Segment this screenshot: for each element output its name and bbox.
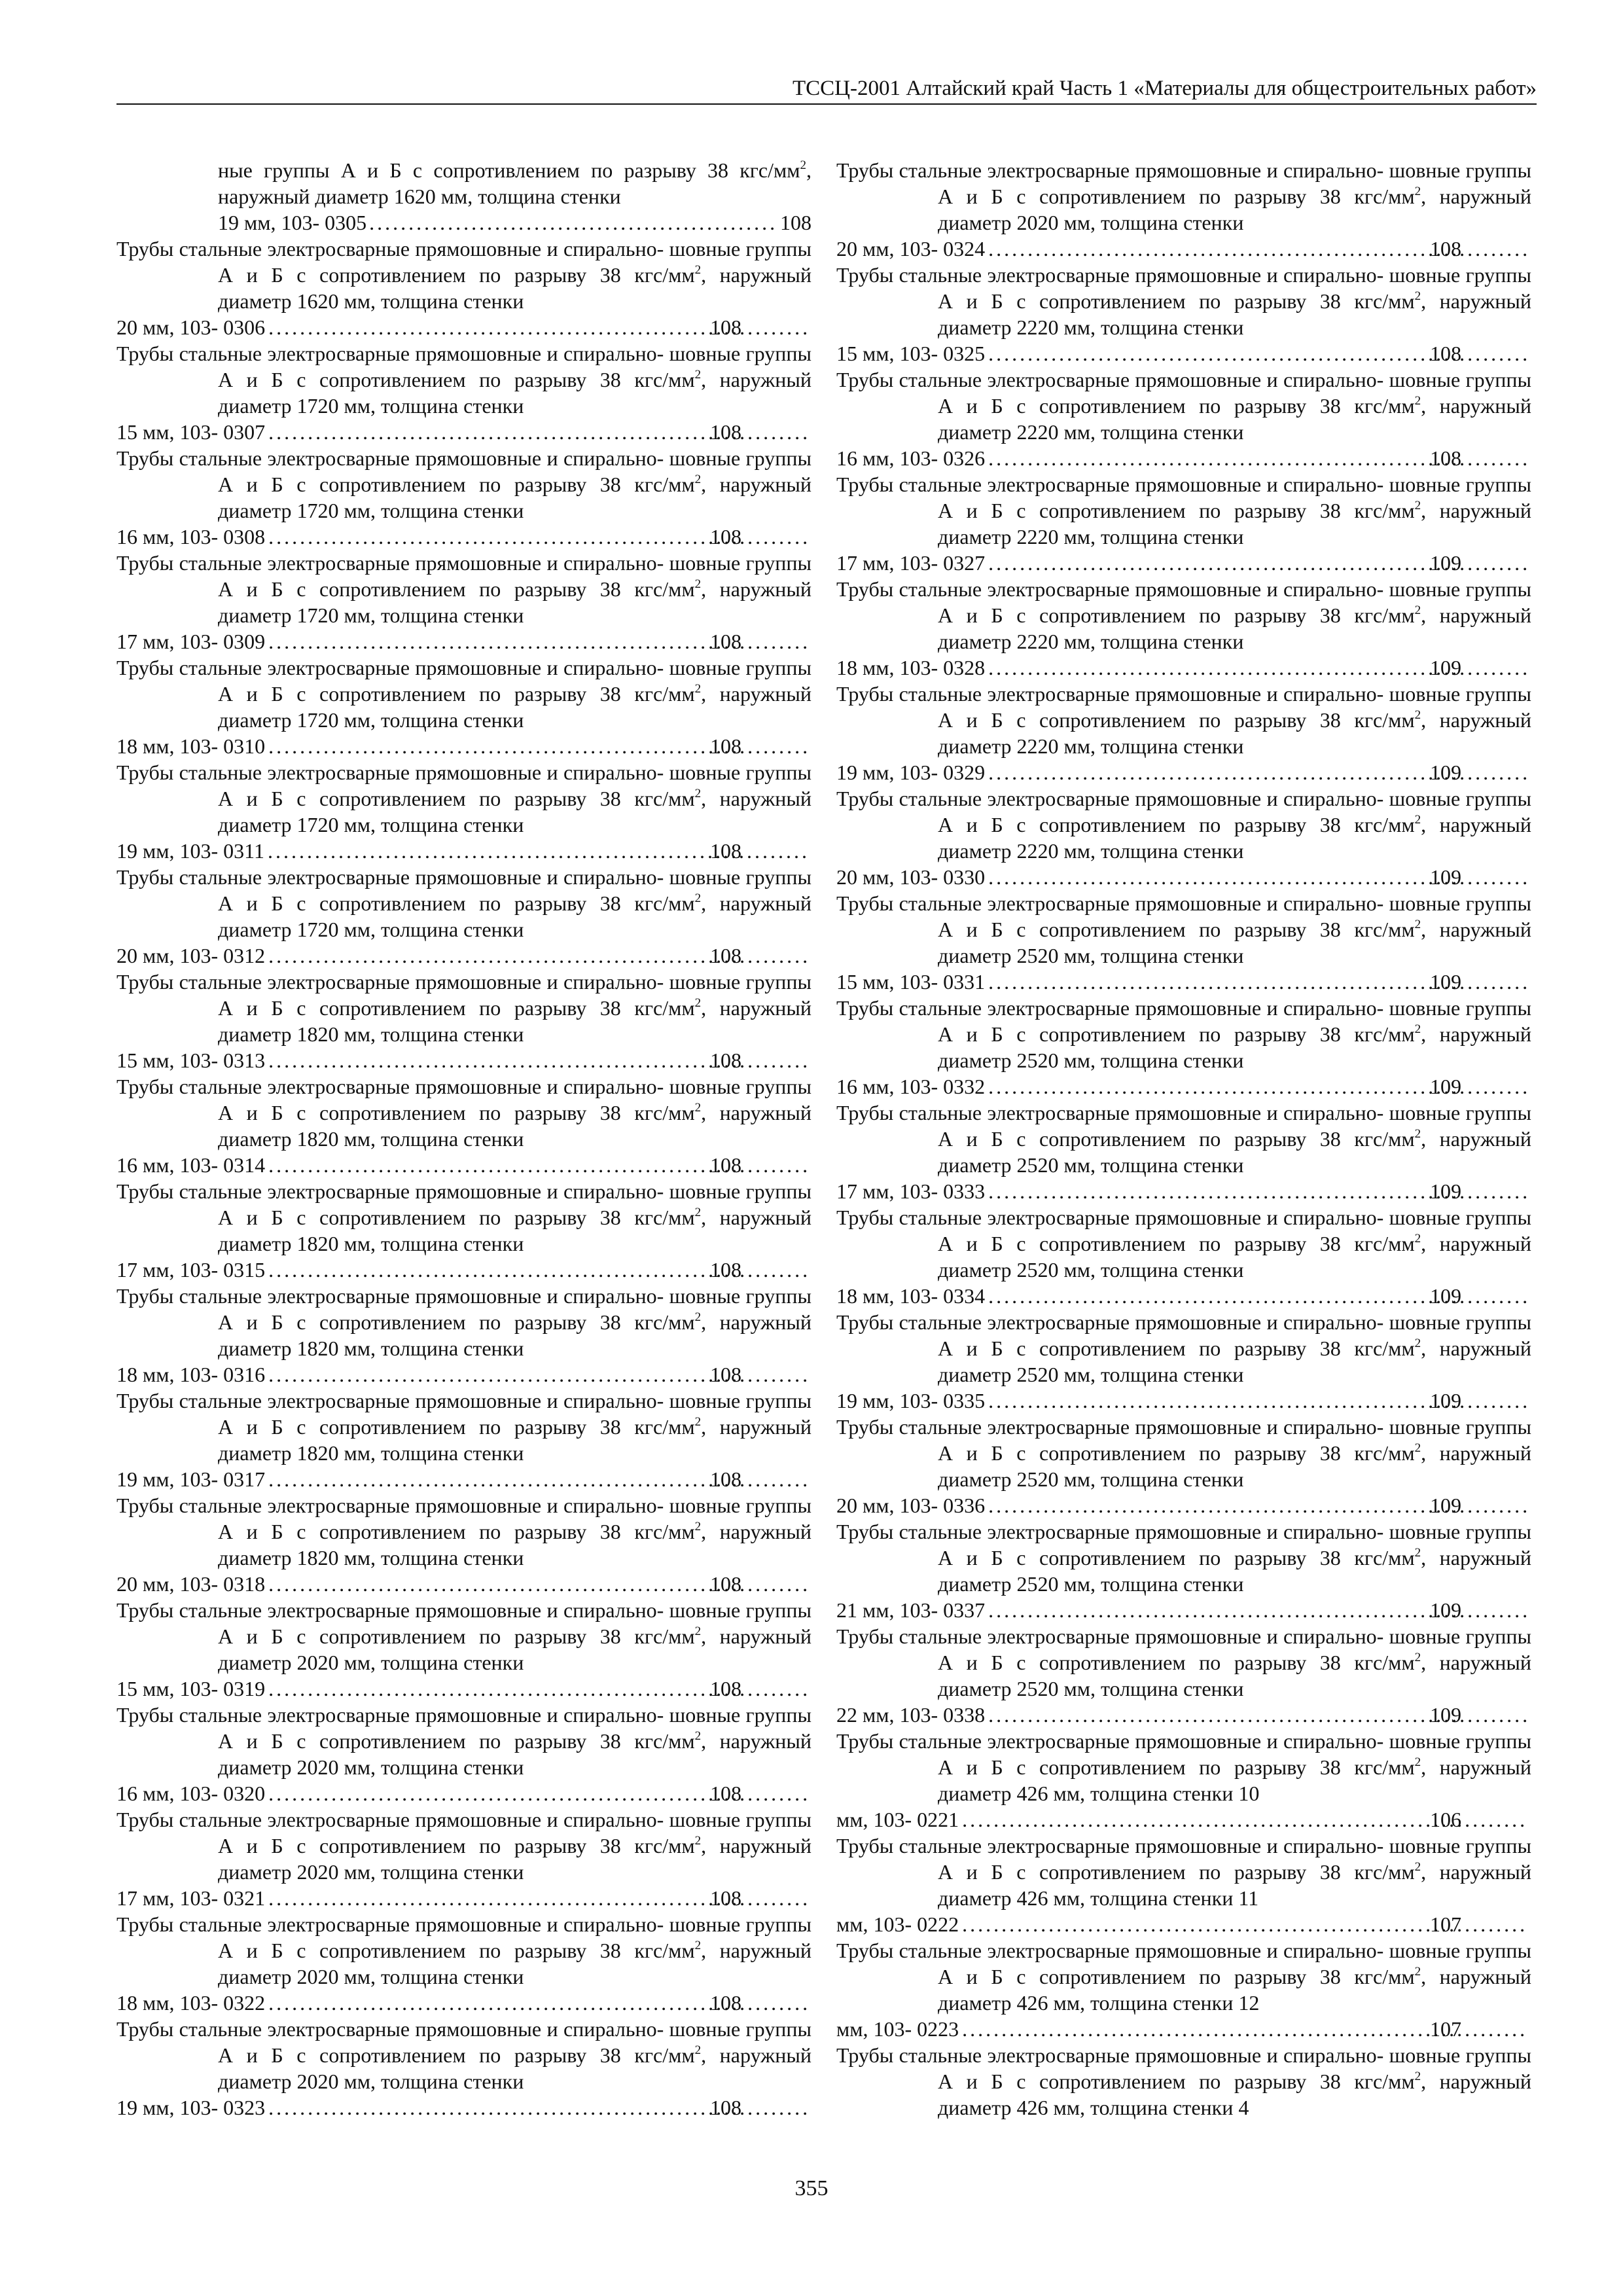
entry-code: 19 мм, 103- 0311 — [116, 839, 264, 863]
entry-description: , наружный диаметр 1820 мм, толщина стенки — [218, 1415, 812, 1465]
entry-description: , наружный диаметр 1820 мм, толщина стенки — [218, 1101, 812, 1151]
entry-description: , наружный диаметр 1820 мм, толщина стенки — [218, 1310, 812, 1360]
entry-code: 15 мм, 103- 0325 — [836, 342, 986, 365]
superscript: 2 — [694, 1939, 702, 1952]
entry-code: 16 мм, 103- 0332 — [836, 1075, 986, 1098]
entry-description: , наружный диаметр 2220 мм, толщина стенки — [938, 499, 1532, 548]
superscript: 2 — [1414, 185, 1421, 198]
entry-code: 19 мм, 103- 0335 — [836, 1389, 986, 1412]
entry-last-line: 17 мм, 103- 0309 ..... 108 — [218, 628, 812, 655]
entry-code: 18 мм, 103- 0316 — [116, 1363, 266, 1386]
dot-leader — [988, 1597, 1529, 1623]
superscript: 2 — [1414, 1127, 1421, 1141]
entry-code: 16 мм, 103- 0326 — [836, 446, 986, 470]
entry-text: Трубы стальные электросварные прямошовные и спирально- шовные группы А и Б с сопротивлением по разрыву 38 кгс/мм — [116, 970, 812, 1020]
entry-description: , наружный диаметр 426 мм, толщина стенки 11 — [938, 1860, 1532, 1910]
superscript: 2 — [694, 2043, 702, 2057]
right-entries-list — [836, 157, 1531, 2042]
superscript: 2 — [694, 1520, 702, 1534]
entry-description: , наружный диаметр 2220 мм, толщина стенки — [938, 289, 1532, 339]
dot-leader — [988, 759, 1529, 785]
entry-description: , наружный диаметр 2020 мм, толщина стенки — [218, 1624, 812, 1674]
entry-text: Трубы стальные электросварные прямошовные и спирально- шовные группы А и Б с сопротивлением по разрыву 38 кгс/мм — [836, 368, 1531, 418]
entry-code: 20 мм, 103- 0324 — [836, 237, 986, 260]
entry-last-line: 15 мм, 103- 0325 ..... 108 — [938, 340, 1531, 367]
index-column-right — [836, 157, 1531, 2121]
index-entry — [836, 1937, 1531, 2042]
dot-leader — [961, 1806, 1529, 1833]
entry-text: Трубы стальные электросварные прямошовные и спирально- шовные группы А и Б с сопротивлением по разрыву 38 кгс/мм — [116, 1494, 812, 1543]
superscript: 2 — [1414, 1860, 1421, 1874]
superscript: 2 — [694, 996, 702, 1010]
entry-text: Трубы стальные электросварные прямошовные и спирально- шовные группы А и Б с сопротивлением по разрыву 38 кгс/мм — [836, 1624, 1531, 1674]
superscript: 2 — [694, 577, 702, 591]
dot-leader — [988, 340, 1529, 367]
entry-code: 18 мм, 103- 0334 — [836, 1284, 986, 1308]
superscript: 2 — [694, 1624, 702, 1638]
entry-code: 18 мм, 103- 0328 — [836, 656, 986, 679]
entry-description: , наружный диаметр 2020 мм, толщина стенки — [218, 1729, 812, 1779]
entry-text: Трубы стальные электросварные прямошовные и спирально- шовные группы А и Б с сопротивлением по разрыву 38 кгс/мм — [116, 1284, 812, 1334]
entry-text: Трубы стальные электросварные прямошовные и спирально- шовные группы А и Б с сопротивлением по разрыву 38 кгс/мм — [116, 2017, 812, 2067]
index-entry — [116, 1388, 812, 1492]
entry-description: , наружный диаметр 2520 мм, толщина стенки — [938, 1441, 1532, 1491]
superscript: 2 — [694, 1834, 702, 1848]
entry-last-line: 15 мм, 103- 0307 ..... 108 — [218, 419, 812, 445]
index-entry — [116, 1492, 812, 1597]
dot-leader — [268, 628, 809, 655]
entry-description: , наружный диаметр 2020 мм, толщина стенки — [218, 1939, 812, 1988]
entry-text: Трубы стальные электросварные прямошовные и спирально- шовные группы А и Б с сопротивлением по разрыву 38 кгс/мм — [836, 996, 1531, 1046]
entry-code: 19 мм, 103- 0323 — [116, 2096, 266, 2119]
entry-code: 20 мм, 103- 0318 — [116, 1572, 266, 1596]
entry-text: Трубы стальные электросварные прямошовные и спирально- шовные группы А и Б с сопротивлением по разрыву 38 кгс/мм — [116, 342, 812, 391]
superscript: 2 — [694, 891, 702, 905]
entry-code: 20 мм, 103- 0306 — [116, 315, 266, 339]
index-entry — [116, 1178, 812, 1283]
entry-description: , наружный диаметр 1720 мм, толщина стенки — [218, 787, 812, 836]
superscript: 2 — [1414, 1755, 1421, 1769]
entry-last-line: 18 мм, 103- 0310 ..... 108 — [218, 733, 812, 759]
entry-description: , наружный диаметр 2220 мм, толщина стенки — [938, 394, 1532, 444]
entry-code: 16 мм, 103- 0320 — [116, 1782, 266, 1805]
entry-text: Трубы стальные электросварные прямошовные и спирально- шовные группы А и Б с сопротивлением по разрыву 38 кгс/мм — [116, 1389, 812, 1439]
entry-page-number: 108 — [780, 211, 812, 234]
index-entry — [116, 1283, 812, 1388]
entry-last-line: 15 мм, 103- 0313 ..... 108 — [218, 1047, 812, 1073]
entry-description: , наружный диаметр 1820 мм, толщина стенки — [218, 1520, 812, 1570]
dot-leader — [268, 1885, 809, 1911]
entry-description: , наружный диаметр 2520 мм, толщина стенки — [938, 1022, 1532, 1072]
entry-description: , наружный диаметр 2520 мм, толщина стенки — [938, 1651, 1532, 1700]
entry-description: , наружный диаметр 1720 мм, толщина стенки — [218, 891, 812, 941]
index-entry — [836, 1728, 1531, 1833]
superscript: 2 — [1414, 1965, 1421, 1979]
index-column-left — [116, 157, 812, 2121]
entry-text: Трубы стальные электросварные прямошовные и спирально- шовные группы А и Б с сопротивлением по разрыву 38 кгс/мм — [116, 446, 812, 496]
entry-last-line: 20 мм, 103- 0312 ..... 108 — [218, 942, 812, 969]
index-entry — [116, 340, 812, 445]
index-entry — [836, 1204, 1531, 1309]
dot-leader — [268, 1152, 809, 1178]
entry-last-line: 15 мм, 103- 0319 ..... 108 — [218, 1676, 812, 1702]
entry-code: 19 мм, 103- 0317 — [116, 1467, 266, 1491]
entry-last-line: 21 мм, 103- 0337 ..... 109 — [938, 1597, 1531, 1623]
index-entry — [836, 1833, 1531, 1937]
entry-description: , наружный диаметр 1820 мм, толщина стенки — [218, 1206, 812, 1255]
index-entry — [116, 864, 812, 969]
entry-description: , наружный диаметр 2020 мм, толщина стенки — [218, 1834, 812, 1884]
dot-leader — [369, 209, 777, 236]
entry-last-line: 20 мм, 103- 0330 ..... 109 — [938, 864, 1531, 890]
entry-code: 15 мм, 103- 0307 — [116, 420, 266, 444]
entry-description: , наружный диаметр 2220 мм, толщина стенки — [938, 708, 1532, 758]
entry-text: Трубы стальные электросварные прямошовные и спирально- шовные группы А и Б с сопротивлением по разрыву 38 кгс/мм — [836, 263, 1531, 313]
entry-code: мм, 103- 0223 — [836, 2017, 959, 2041]
superscript: 2 — [1414, 1441, 1421, 1455]
entry-description: , наружный диаметр 2220 мм, толщина стенки — [938, 603, 1532, 653]
entry-text: Трубы стальные электросварные прямошовные и спирально- шовные группы А и Б с сопротивлением по разрыву 38 кгс/мм — [116, 1598, 812, 1648]
entry-last-line: 19 мм, 103- 0323 ..... 108 — [218, 2094, 812, 2121]
entry-text: Трубы стальные электросварные прямошовные и спирально- шовные группы А и Б с сопротивлением по разрыву 38 кгс/мм — [116, 1703, 812, 1753]
superscript: 2 — [694, 682, 702, 696]
entry-text: Трубы стальные электросварные прямошовные и спирально- шовные группы А и Б с сопротивлением по разрыву 38 кгс/мм — [116, 656, 812, 706]
dot-leader — [268, 942, 809, 969]
superscript: 2 — [1414, 394, 1421, 408]
entry-last-line: 16 мм, 103- 0314 ..... 108 — [218, 1152, 812, 1178]
entry-last-line: 19 мм, 103- 0329 ..... 109 — [938, 759, 1531, 785]
entry-code: 16 мм, 103- 0308 — [116, 525, 266, 548]
entry-description: , наружный диаметр 1720 мм, толщина стенки — [218, 368, 812, 418]
entry-description: , наружный диаметр 426 мм, толщина стенки 10 — [938, 1755, 1532, 1805]
dot-leader — [988, 1073, 1529, 1100]
superscript: 2 — [694, 1729, 702, 1743]
index-entry — [836, 1100, 1531, 1204]
entry-text: Трубы стальные электросварные прямошовные и спирально- шовные группы А и Б с сопротивлением по разрыву 38 кгс/мм — [116, 761, 812, 810]
entry-description: , наружный диаметр 2520 мм, толщина стенки — [938, 1546, 1532, 1596]
entry-last-line: мм, 103- 0221 ..... 106 — [938, 1806, 1531, 1833]
entry-text: Трубы стальные электросварные прямошовные и спирально- шовные группы А и Б с сопротивлением по разрыву 38 кгс/мм — [836, 682, 1531, 732]
entry-description: , наружный диаметр 1620 мм, толщина стенки — [218, 263, 812, 313]
entry-code: 17 мм, 103- 0315 — [116, 1258, 266, 1282]
superscript: 2 — [694, 1310, 702, 1324]
dot-leader — [988, 236, 1529, 262]
dot-leader — [268, 1466, 809, 1492]
index-entry-trailing — [836, 2042, 1531, 2121]
superscript: 2 — [694, 787, 702, 800]
dot-leader — [988, 550, 1529, 576]
entry-code: 20 мм, 103- 0336 — [836, 1494, 986, 1517]
entry-last-line — [218, 209, 812, 236]
entry-description: , наружный диаметр 2520 мм, толщина стенки — [938, 1336, 1532, 1386]
superscript: 2 — [1414, 289, 1421, 303]
index-entry — [836, 1623, 1531, 1728]
entry-code: 15 мм, 103- 0331 — [836, 970, 986, 994]
entry-code: 15 мм, 103- 0313 — [116, 1049, 266, 1072]
index-entry — [836, 785, 1531, 890]
entry-text: Трубы стальные электросварные прямошовные и спирально- шовные группы А и Б с сопротивлением по разрыву 38 кгс/мм — [836, 473, 1531, 522]
index-entry — [836, 471, 1531, 576]
entry-text: Трубы стальные электросварные прямошовные и спирально- шовные группы А и Б с сопротивлением по разрыву 38 кгс/мм — [836, 1939, 1531, 1988]
entry-code: 17 мм, 103- 0309 — [116, 630, 266, 653]
entry-text: Трубы стальные электросварные прямошовные и спирально- шовные группы А и Б с сопротивлением по разрыву 38 кгс/мм — [836, 1101, 1531, 1151]
superscript: 2 — [1414, 708, 1421, 722]
entry-code: 18 мм, 103- 0322 — [116, 1991, 266, 2015]
superscript: 2 — [694, 263, 702, 277]
entry-code: 22 мм, 103- 0338 — [836, 1703, 986, 1727]
entry-last-line: 19 мм, 103- 0311 ..... 108 — [218, 838, 812, 864]
entry-code: 21 мм, 103- 0337 — [836, 1598, 986, 1622]
dot-leader — [988, 445, 1529, 471]
index-entry — [116, 969, 812, 1073]
index-entry — [116, 2016, 812, 2121]
entry-text: Трубы стальные электросварные прямошовные и спирально- шовные группы А и Б с сопротивлением по разрыву 38 кгс/мм — [836, 2043, 1531, 2093]
entry-description: , наружный диаметр 2020 мм, толщина стенки — [218, 2043, 812, 2093]
entry-description: , наружный диаметр 2520 мм, толщина стенки — [938, 918, 1532, 967]
index-entry — [836, 995, 1531, 1100]
superscript: 2 — [1414, 2070, 1421, 2083]
entry-code: 19 мм, 103- 0329 — [836, 761, 986, 784]
entry-description: , наружный диаметр 1820 мм, толщина стенки — [218, 996, 812, 1046]
running-header: ТССЦ-2001 Алтайский край Часть 1 «Материалы для общестроительных работ» — [792, 77, 1537, 100]
dot-leader — [988, 1283, 1529, 1309]
entry-last-line: 18 мм, 103- 0334 ..... 109 — [938, 1283, 1531, 1309]
entry-last-line: 17 мм, 103- 0315 ..... 108 — [218, 1257, 812, 1283]
entry-description: , наружный диаметр 1620 мм, толщина стенки — [218, 158, 812, 208]
entry-last-line: 20 мм, 103- 0318 ..... 108 — [218, 1571, 812, 1597]
superscript: 2 — [1414, 1546, 1421, 1560]
dot-leader — [268, 2094, 809, 2121]
superscript: 2 — [1414, 499, 1421, 512]
dot-leader — [988, 1388, 1529, 1414]
dot-leader — [961, 2016, 1529, 2042]
dot-leader — [268, 1361, 809, 1388]
index-entry — [836, 262, 1531, 367]
index-entry — [116, 759, 812, 864]
superscript: 2 — [1414, 1232, 1421, 1246]
entry-text: Трубы стальные электросварные прямошовные и спирально- шовные группы А и Б с сопротивлением по разрыву 38 кгс/мм — [836, 891, 1531, 941]
entry-last-line: 18 мм, 103- 0316 ..... 108 — [218, 1361, 812, 1388]
entry-code: мм, 103- 0221 — [836, 1808, 959, 1831]
entry-description: , наружный диаметр 426 мм, толщина стенки 12 — [938, 1965, 1532, 2015]
entry-code: 17 мм, 103- 0333 — [836, 1179, 986, 1203]
entry-description: , наружный диаметр 426 мм, толщина стенки 4 — [938, 2070, 1532, 2119]
dot-leader — [268, 1257, 809, 1283]
entry-text: Трубы стальные электросварные прямошовные и спирально- шовные группы А и Б с сопротивлением по разрыву 38 кгс/мм — [836, 787, 1531, 836]
dot-leader — [988, 1178, 1529, 1204]
dot-leader — [268, 419, 809, 445]
index-entry — [836, 1518, 1531, 1623]
dot-leader — [268, 1571, 809, 1597]
entry-last-line: 17 мм, 103- 0327 ..... 109 — [938, 550, 1531, 576]
entry-text: Трубы стальные электросварные прямошовные и спирально- шовные группы А и Б с сопротивлением по разрыву 38 кгс/мм — [836, 577, 1531, 627]
dot-leader — [267, 838, 809, 864]
entry-text: Трубы стальные электросварные прямошовные и спирально- шовные группы А и Б с сопротивлением по разрыву 38 кгс/мм — [836, 1834, 1531, 1884]
entry-last-line: 16 мм, 103- 0332 ..... 109 — [938, 1073, 1531, 1100]
entry-description: , наружный диаметр 1720 мм, толщина стенки — [218, 682, 812, 732]
dot-leader — [268, 1676, 809, 1702]
entry-description: , наружный диаметр 2520 мм, толщина стенки — [938, 1232, 1532, 1282]
entry-last-line: 16 мм, 103- 0308 ..... 108 — [218, 524, 812, 550]
dot-leader — [988, 969, 1529, 995]
entry-last-line: 17 мм, 103- 0333 ..... 109 — [938, 1178, 1531, 1204]
entry-last-line: 22 мм, 103- 0338 ..... 109 — [938, 1702, 1531, 1728]
entry-text: Трубы стальные электросварные прямошовные и спирально- шовные группы А и Б с сопротивлением по разрыву 38 кгс/мм — [116, 1179, 812, 1229]
entry-last-line: 18 мм, 103- 0328 ..... 109 — [938, 655, 1531, 681]
index-entry — [836, 1309, 1531, 1414]
index-entry — [116, 550, 812, 655]
entry-last-line: 19 мм, 103- 0317 ..... 108 — [218, 1466, 812, 1492]
superscript: 2 — [694, 1206, 702, 1219]
dot-leader — [268, 1780, 809, 1806]
entry-last-line: 18 мм, 103- 0322 ..... 108 — [218, 1990, 812, 2016]
dot-leader — [988, 655, 1529, 681]
index-entry — [116, 655, 812, 759]
entry-last-line: 16 мм, 103- 0326 ..... 108 — [938, 445, 1531, 471]
dot-leader — [268, 524, 809, 550]
entry-text: Трубы стальные электросварные прямошовные и спирально- шовные группы А и Б с сопротивлением по разрыву 38 кгс/мм — [116, 237, 812, 287]
entry-last-line: 20 мм, 103- 0336 ..... 109 — [938, 1492, 1531, 1518]
superscript: 2 — [694, 368, 702, 382]
entry-last-line: 15 мм, 103- 0331 ..... 109 — [938, 969, 1531, 995]
entry-code: 20 мм, 103- 0330 — [836, 865, 986, 889]
entry-last-line: мм, 103- 0223 ..... 107 — [938, 2016, 1531, 2042]
superscript: 2 — [1414, 1022, 1421, 1036]
index-entry — [116, 236, 812, 340]
superscript: 2 — [694, 1101, 702, 1115]
dot-leader — [988, 1702, 1529, 1728]
index-entry — [836, 367, 1531, 471]
entry-text: Трубы стальные электросварные прямошовные и спирально- шовные группы А и Б с сопротивлением по разрыву 38 кгс/мм — [116, 1075, 812, 1124]
index-entry — [836, 157, 1531, 262]
entry-text: Трубы стальные электросварные прямошовные и спирально- шовные группы А и Б с сопротивлением по разрыву 38 кгс/мм — [116, 1808, 812, 1857]
entry-text: Трубы стальные электросварные прямошовные и спирально- шовные группы А и Б с сопротивлением по разрыву 38 кгс/мм — [836, 1520, 1531, 1570]
index-entry — [116, 445, 812, 550]
entry-code: мм, 103- 0222 — [836, 1912, 959, 1936]
entry-code: 17 мм, 103- 0327 — [836, 551, 986, 575]
entry-text: Трубы стальные электросварные прямошовные и спирально- шовные группы А и Б с сопротивлением по разрыву 38 кгс/мм — [116, 865, 812, 915]
entry-code: 19 мм, 103- 0305 — [218, 211, 367, 234]
entry-description: , наружный диаметр 1720 мм, толщина стенки — [218, 473, 812, 522]
entry-code: 17 мм, 103- 0321 — [116, 1886, 266, 1910]
index-entry — [116, 1702, 812, 1806]
entry-text: Трубы стальные электросварные прямошовные и спирально- шовные группы А и Б с сопротивлением по разрыву 38 кгс/мм — [836, 1310, 1531, 1360]
index-entry — [836, 1414, 1531, 1518]
superscript: 2 — [800, 158, 806, 172]
superscript: 2 — [1414, 603, 1421, 617]
page-number: 355 — [794, 2176, 829, 2200]
entry-continuation: ные группы А и Б с сопротивлением по разрыву 38 кгс/мм — [218, 158, 800, 182]
entry-description: , наружный диаметр 2520 мм, толщина стенки — [938, 1127, 1532, 1177]
left-entries-list — [116, 236, 812, 2121]
dot-leader — [961, 1911, 1529, 1937]
entry-text: Трубы стальные электросварные прямошовные и спирально- шовные группы А и Б с сопротивлением по разрыву 38 кгс/мм — [836, 1206, 1531, 1255]
entry-code: 20 мм, 103- 0312 — [116, 944, 266, 967]
entry-code: 18 мм, 103- 0310 — [116, 734, 266, 758]
entry-last-line: 16 мм, 103- 0320 ..... 108 — [218, 1780, 812, 1806]
dot-leader — [268, 1990, 809, 2016]
entry-description: , наружный диаметр 2220 мм, толщина стенки — [938, 813, 1532, 863]
entry-last-line: 17 мм, 103- 0321 ..... 108 — [218, 1885, 812, 1911]
header-rule — [116, 103, 1537, 105]
index-entry — [836, 681, 1531, 785]
superscript: 2 — [694, 473, 702, 486]
dot-leader — [268, 733, 809, 759]
entry-code: 15 мм, 103- 0319 — [116, 1677, 266, 1700]
entry-last-line: мм, 103- 0222 ..... 107 — [938, 1911, 1531, 1937]
entry-last-line: 20 мм, 103- 0306 ..... 108 — [218, 314, 812, 340]
dot-leader — [988, 864, 1529, 890]
superscript: 2 — [1414, 918, 1421, 931]
index-entry — [836, 890, 1531, 995]
entry-description: , наружный диаметр 1720 мм, толщина стенки — [218, 577, 812, 627]
entry-code: 16 мм, 103- 0314 — [116, 1153, 266, 1177]
entry-last-line: 19 мм, 103- 0335 ..... 109 — [938, 1388, 1531, 1414]
entry-text: Трубы стальные электросварные прямошовные и спирально- шовные группы А и Б с сопротивлением по разрыву 38 кгс/мм — [116, 551, 812, 601]
entry-text: Трубы стальные электросварные прямошовные и спирально- шовные группы А и Б с сопротивлением по разрыву 38 кгс/мм — [836, 1729, 1531, 1779]
lead-continuation-entry — [116, 157, 812, 236]
dot-leader — [988, 1492, 1529, 1518]
dot-leader — [268, 1047, 809, 1073]
index-entry — [116, 1597, 812, 1702]
index-entry — [836, 576, 1531, 681]
entry-text: Трубы стальные электросварные прямошовные и спирально- шовные группы А и Б с сопротивлением по разрыву 38 кгс/мм — [836, 158, 1531, 208]
dot-leader — [268, 314, 809, 340]
entry-text: Трубы стальные электросварные прямошовные и спирально- шовные группы А и Б с сопротивлением по разрыву 38 кгс/мм — [116, 1912, 812, 1962]
entry-text: Трубы стальные электросварные прямошовные и спирально- шовные группы А и Б с сопротивлением по разрыву 38 кгс/мм — [836, 1415, 1531, 1465]
index-entry — [116, 1073, 812, 1178]
index-entry — [116, 1911, 812, 2016]
superscript: 2 — [1414, 1651, 1421, 1664]
superscript: 2 — [1414, 1336, 1421, 1350]
entry-description: , наружный диаметр 2020 мм, толщина стенки — [938, 185, 1532, 234]
superscript: 2 — [694, 1415, 702, 1429]
entry-last-line: 20 мм, 103- 0324 ..... 108 — [938, 236, 1531, 262]
index-entry — [116, 1806, 812, 1911]
superscript: 2 — [1414, 813, 1421, 827]
